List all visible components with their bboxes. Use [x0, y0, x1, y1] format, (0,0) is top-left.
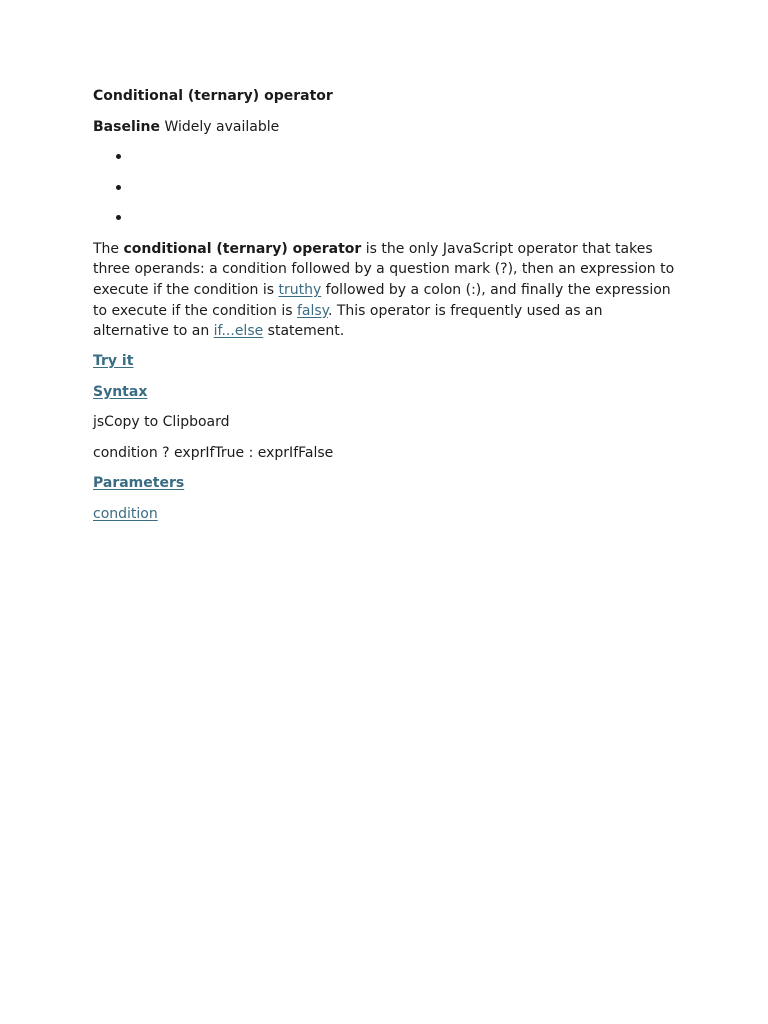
truthy-link[interactable]: truthy: [278, 281, 322, 298]
empty-bullet-list: [93, 147, 678, 228]
condition-link[interactable]: condition: [93, 505, 158, 522]
page-title: Conditional (ternary) operator: [93, 88, 333, 104]
document-page: [93, 86, 678, 534]
if-else-link[interactable]: if...else: [213, 323, 264, 340]
list-item: [93, 208, 678, 228]
intro-term: conditional (ternary) operator: [123, 240, 362, 257]
copy-to-clipboard-label[interactable]: jsCopy to Clipboard: [93, 414, 230, 431]
intro-text-5: statement.: [263, 323, 345, 340]
list-item: [93, 147, 678, 167]
falsy-link[interactable]: falsy: [296, 302, 328, 319]
bullet-icon: [116, 154, 121, 159]
baseline-label: Baseline: [93, 118, 161, 135]
intro-text-4: . This operator is frequently used as an alternative to an: [93, 302, 603, 340]
intro-text-2: is the only JavaScript operator that takes three operands: a condition followed by a question mark (?), then an expression to execute if the condition is: [93, 240, 675, 298]
bullet-icon: [116, 215, 121, 220]
parameters-link[interactable]: Parameters: [93, 475, 185, 492]
intro-paragraph: [93, 239, 678, 343]
code-snippet: condition ? exprIfTrue : exprIfFalse: [93, 444, 334, 461]
bullet-icon: [116, 185, 121, 190]
intro-text-3: followed by a colon (:), and finally the expression to execute if the condition is: [93, 281, 671, 319]
baseline-row: [93, 117, 678, 137]
syntax-link[interactable]: Syntax: [93, 383, 148, 400]
list-item: [93, 178, 678, 198]
baseline-status: Widely available: [164, 118, 280, 135]
intro-text-1: The: [93, 240, 124, 257]
try-it-link[interactable]: Try it: [93, 353, 134, 370]
